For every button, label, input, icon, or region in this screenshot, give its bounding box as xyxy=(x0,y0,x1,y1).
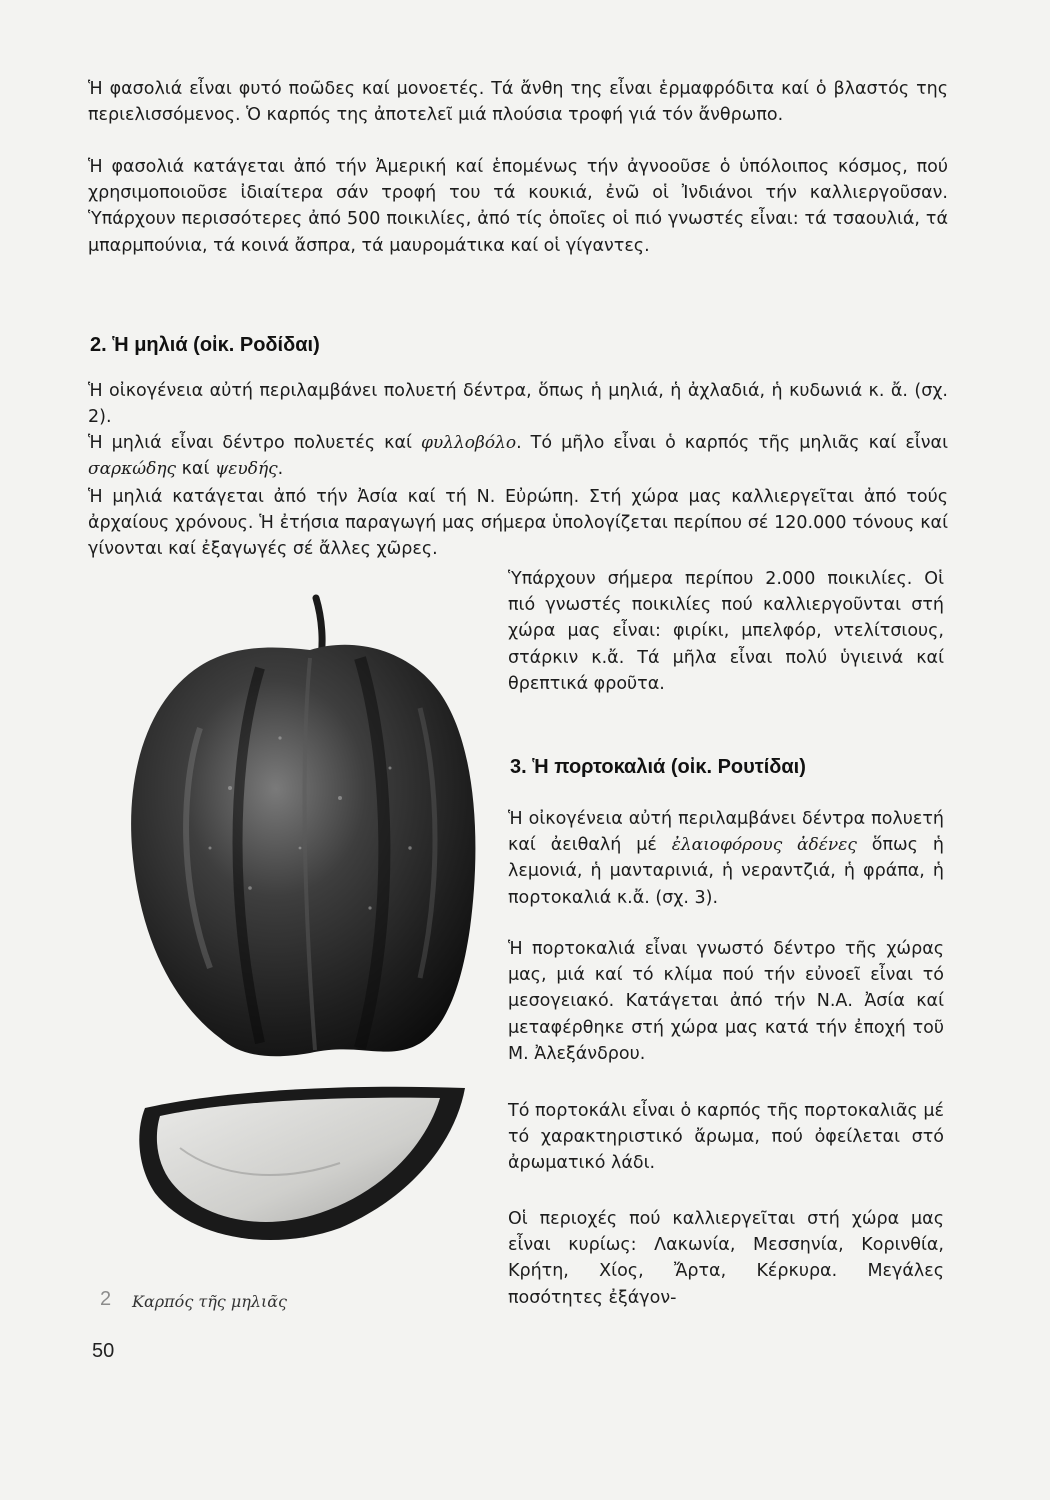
section-3-paragraph-4: Οἱ περιοχές πού καλλιεργεῖται στή χώρα μας εἶναι κυρίως: Λακωνία, Μεσσηνία, Κορινθία, Κρήτη, Χίος, Ἄρτα, Κέρκυρα. Μεγάλες ποσότητες ἐξάγον- xyxy=(508,1209,944,1308)
figure-caption: Καρπός τῆς μηλιᾶς xyxy=(132,1292,288,1311)
intro-paragraph-1: Ἡ φασολιά εἶναι φυτό ποῶδες καί μονοετές. Τά ἄνθη της εἶναι ἑρμαφρόδιτα καί ὁ βλαστός της περιελισσόμενος. Ὁ καρπός της ἀποτελεῖ μιά πλούσια τροφή γιά τόν ἄνθρωπο. xyxy=(88,79,948,126)
section-2-heading: 2. Ἡ μηλιά (οἰκ. Ροδίδαι) xyxy=(90,334,320,356)
section-3-paragraph-1: Ἡ οἰκογένεια αὐτή περιλαμβάνει δέντρα πολυετή καί ἀειθαλή μέ ἐλαιοφόρους ἀδένες ὅπως ἡ λεμονιά, ἡ μανταρινιά, ἡ νεραντζιά, ἡ φράπα, ἡ πορτοκαλιά κ.ἄ. (σχ. 3). xyxy=(508,809,944,908)
section-3-heading: 3. Ἡ πορτοκαλιά (οἰκ. Ρουτίδαι) xyxy=(510,756,806,778)
section-2-paragraph-4: Ὑπάρχουν σήμερα περίπου 2.000 ποικιλίες. Οἱ πιό γνωστές ποικιλίες πού καλλιεργοῦνται στή χώρα μας εἶναι: φιρίκι, μπελφόρ, ντελίτσιους, στάρκιν κ.ἄ. Τά μῆλα εἶναι πολύ ὑγιεινά καί θρεπτικά φροῦτα. xyxy=(508,569,944,694)
intro-paragraph-2: Ἡ φασολιά κατάγεται ἀπό τήν Ἀμερική καί ἑπομένως τήν ἀγνοοῦσε ὁ ὑπόλοιπος κόσμος, πού χρησιμοποιοῦσε ἰδιαίτερα σάν τροφή του τά κουκιά, ἐνῶ οἱ Ἰνδιάνοι τήν καλλιεργοῦσαν. Ὑπάρχουν περισσότερες ἀπό 500 ποικιλίες, ἀπό τίς ὁποῖες οἱ πιό γνωστές εἶναι: τά τσαουλιά, τά μπαρμπούνια, τά κοινά ἄσπρα, τά μαυρομάτικα καί οἱ γίγαντες. xyxy=(88,157,948,256)
page-number: 50 xyxy=(92,1340,115,1362)
section-2-paragraph-3: Ἡ μηλιά κατάγεται ἀπό τήν Ἀσία καί τή Ν. Εὐρώπη. Στή χώρα μας καλλιεργεῖται ἀπό τούς ἀρχαίους χρόνους. Ἡ ἐτήσια παραγωγή μας σήμερα ὑπολογίζεται περίπου σέ 120.000 τόνους καί γίνονται καί ἐξαγωγές σέ ἄλλες χῶρες. xyxy=(88,487,948,560)
apple-illustration xyxy=(110,588,490,1278)
section-2-paragraph-1: Ἡ οἰκογένεια αὐτή περιλαμβάνει πολυετή δέντρα, ὅπως ἡ μηλιά, ἡ ἀχλαδιά, ἡ κυδωνιά κ. ἄ. (σχ. 2). xyxy=(88,381,948,428)
section-2-paragraph-2: Ἡ μηλιά εἶναι δέντρο πολυετές καί φυλλοβόλο. Τό μῆλο εἶναι ὁ καρπός τῆς μηλιᾶς καί εἶναι σαρκώδης καί ψευδής. xyxy=(88,433,948,480)
section-3-paragraph-3: Τό πορτοκάλι εἶναι ὁ καρπός τῆς πορτοκαλιᾶς μέ τό χαρακτηριστικό ἄρωμα, πού ὀφείλεται στό ἀρωματικό λάδι. xyxy=(508,1101,944,1174)
section-3-paragraph-2: Ἡ πορτοκαλιά εἶναι γνωστό δέντρο τῆς χώρας μας, μιά καί τό κλίμα πού τήν εὐνοεῖ εἶναι τό μεσογειακό. Κατάγεται ἀπό τήν Ν.Α. Ἀσία καί μεταφέρθηκε στή χώρα μας κατά τήν ἐποχή τοῦ Μ. Ἀλεξάνδρου. xyxy=(508,939,944,1064)
figure-number: 2 xyxy=(100,1288,112,1310)
